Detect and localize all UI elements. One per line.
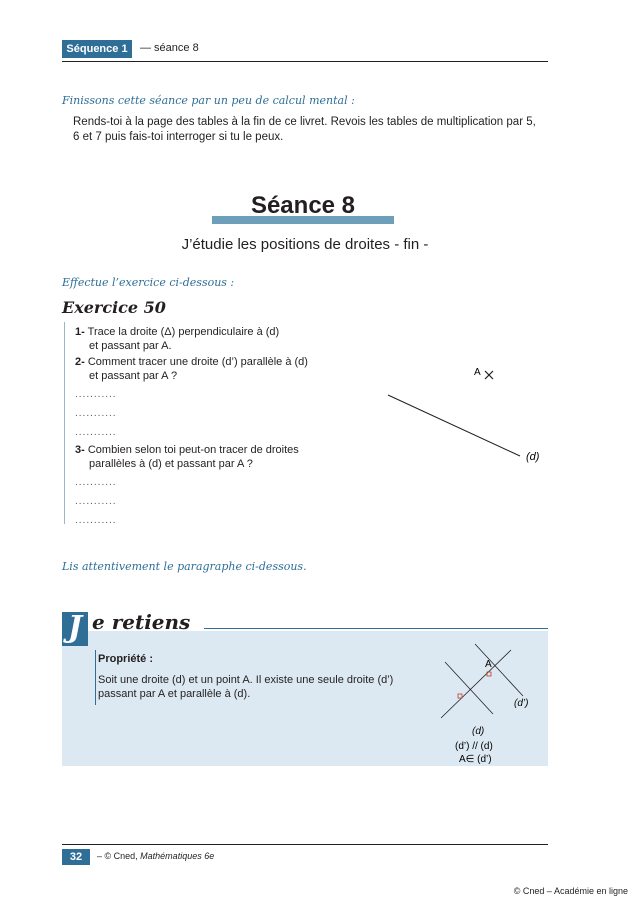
question-3-line2: parallèles à (d) et passant par A ?	[89, 458, 253, 470]
transversal-line	[441, 650, 511, 718]
exercise-title: Exercice 50	[62, 298, 166, 317]
page-title: Séance 8	[250, 192, 356, 219]
question-2	[75, 355, 308, 383]
footer-divider	[62, 844, 548, 845]
question-1-line1: Trace la droite (Δ) perpendiculaire à (d)	[87, 326, 280, 338]
line-d	[388, 395, 520, 456]
read-instruction: Lis attentivement le paragraphe ci-dessous.	[62, 560, 307, 573]
point-a-cross-icon	[485, 371, 493, 379]
property-line2: passant par A et parallèle à (d).	[98, 688, 251, 700]
page-subtitle: J’étudie les positions de droites - fin -	[181, 236, 429, 253]
copyright-credit: © Cned – Académie en ligne	[513, 886, 628, 896]
question-1-line2: et passant par A.	[89, 340, 172, 352]
question-2-line1: Comment tracer une droite (d’) parallèle à (d)	[87, 356, 308, 368]
point-a-label: A	[485, 659, 492, 670]
d-prime-label: (d’)	[514, 698, 529, 709]
footer-prefix: – © Cned,	[97, 851, 138, 861]
right-angle-mark	[458, 694, 462, 698]
question-2-line2: et passant par A ?	[89, 370, 178, 382]
intro-heading: Finissons cette séance par un peu de calcul mental :	[62, 94, 355, 107]
answer-line[interactable]: ...........	[75, 477, 117, 488]
question-2-number: 2-	[75, 356, 85, 368]
line-d-prime	[475, 644, 523, 696]
property-side-rule	[95, 650, 96, 705]
footer-book-title: Mathématiques 6e	[140, 851, 215, 861]
je-retiens-letter: J	[62, 612, 88, 646]
answer-line[interactable]: ...........	[75, 496, 117, 507]
answer-line[interactable]: ...........	[75, 389, 117, 400]
answer-line[interactable]: ...........	[75, 427, 117, 438]
point-a-label: A	[474, 367, 481, 378]
question-1	[75, 325, 279, 353]
question-3-number: 3-	[75, 444, 85, 456]
property-line1: Soit une droite (d) et un point A. Il existe une seule droite (d’)	[98, 674, 394, 686]
sequence-subtitle: — séance 8	[140, 42, 199, 54]
je-retiens-rule	[204, 628, 548, 629]
d-label: (d)	[472, 726, 485, 737]
answer-line[interactable]: ...........	[75, 515, 117, 526]
relation-membership: A∈ (d’)	[459, 754, 492, 765]
exercise-figure	[380, 360, 550, 470]
sequence-badge: Séquence 1	[62, 40, 132, 58]
question-3-line1: Combien selon toi peut-on tracer de droites	[87, 444, 299, 456]
question-1-number: 1-	[75, 326, 85, 338]
je-retiens-title: e retiens	[92, 610, 191, 634]
line-d-label: (d)	[526, 451, 540, 463]
property-figure	[425, 640, 545, 765]
exercise-instruction: Effectue l’exercice ci-dessous :	[62, 276, 235, 289]
footer-text	[97, 851, 214, 861]
question-3	[75, 443, 299, 471]
property-body	[98, 673, 428, 701]
relation-parallel: (d’) // (d)	[455, 741, 493, 752]
intro-body: Rends-toi à la page des tables à la fin de ce livret. Revois les tables de multiplication par 5, 6 et 7 puis fais-toi interroger si tu le peux.	[73, 116, 536, 143]
property-heading: Propriété :	[98, 653, 154, 665]
page-number: 32	[62, 849, 90, 865]
exercise-side-rule	[64, 322, 65, 524]
answer-line[interactable]: ...........	[75, 408, 117, 419]
header-divider	[62, 61, 548, 62]
